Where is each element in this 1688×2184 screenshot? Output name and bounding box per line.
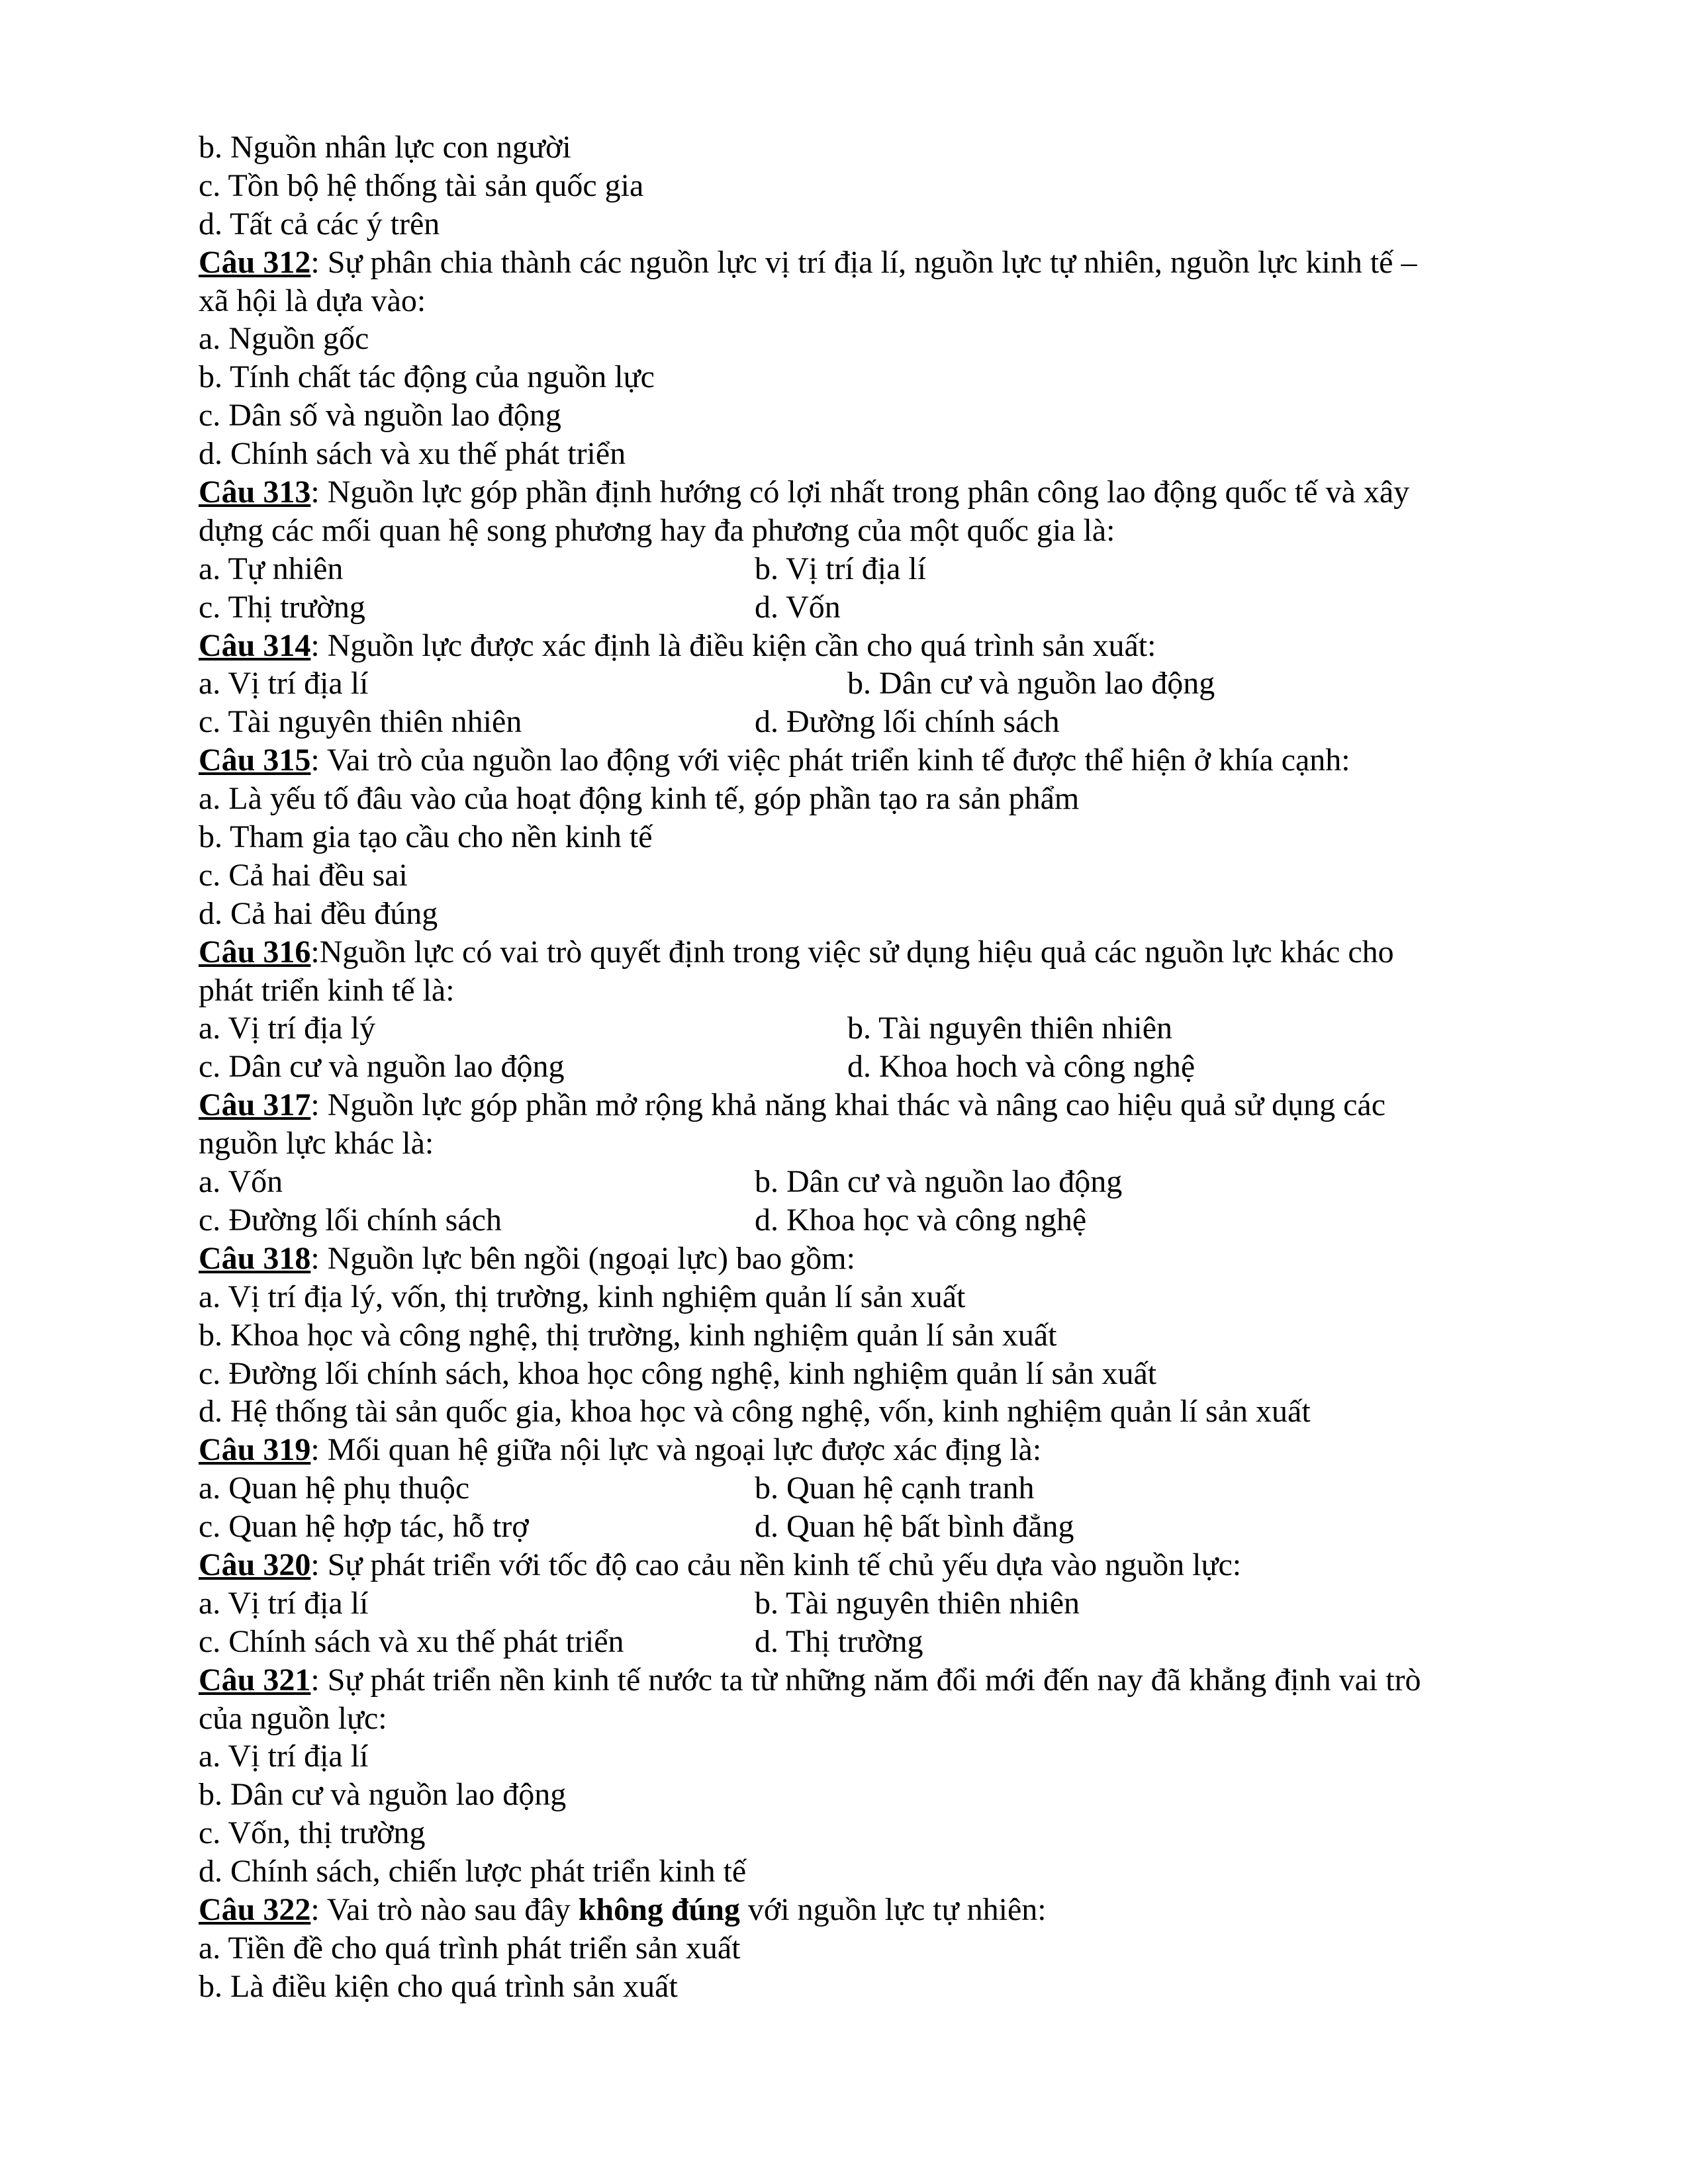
- answer-row: [199, 588, 1523, 627]
- answer-option: c. Đường lối chính sách: [199, 1202, 502, 1238]
- question-319: [199, 1431, 1523, 1469]
- question-text: :Nguồn lực có vai trò quyết định trong việc sử dụng hiệu quả các nguồn lực khác cho: [310, 934, 1394, 970]
- question-text: : Nguồn lực góp phần định hướng có lợi nhất trong phân công lao động quốc tế và xây: [310, 475, 1410, 510]
- answer-option: d. Đường lối chính sách: [755, 704, 1060, 740]
- answer-option: c. Dân số và nguồn lao động: [199, 398, 561, 433]
- answer-option: b. Dân cư và nguồn lao động: [847, 666, 1215, 702]
- question-text: : Sự phát triển nền kinh tế nước ta từ những năm đổi mới đến nay đã khẳng định vai trò: [310, 1662, 1421, 1698]
- answer-option: a. Nguồn gốc: [199, 321, 369, 357]
- answer-option: a. Vốn: [199, 1164, 283, 1200]
- answer-row: [199, 1508, 1523, 1546]
- answer-row: [199, 664, 1523, 703]
- answer-option: d. Cả hai đều đúng: [199, 895, 438, 931]
- question-text: : Nguồn lực được xác định là điều kiện cần cho quá trình sản xuất:: [310, 627, 1156, 663]
- answer-option: a. Vị trí địa lý: [199, 1011, 376, 1046]
- answer-option: d. Thị trường: [755, 1623, 923, 1659]
- answer-option: b. Dân cư và nguồn lao động: [199, 1777, 567, 1813]
- question-text: với nguồn lực tự nhiên:: [739, 1891, 1047, 1927]
- question-number: Câu 316: [199, 934, 311, 970]
- question-number: Câu 312: [199, 244, 311, 280]
- answer-option: c. Thị trường: [199, 589, 365, 625]
- answer-row: [199, 550, 1523, 588]
- answer-option: a. Tự nhiên: [199, 551, 344, 586]
- answer-row: [199, 703, 1523, 741]
- answer-option: d. Hệ thống tài sản quốc gia, khoa học và công nghệ, vốn, kinh nghiệm quản lí sản xuất: [199, 1394, 1311, 1430]
- question-number: Câu 320: [199, 1547, 311, 1582]
- answer-option: a. Tiền đề cho quá trình phát triển sản xuất: [199, 1930, 741, 1966]
- answer-row: [199, 1009, 1523, 1048]
- answer-row: [199, 1201, 1523, 1240]
- question-316: [199, 933, 1523, 972]
- answer-row: [199, 1584, 1523, 1623]
- question-text: : Nguồn lực bên ngồi (ngoại lực) bao gồm:: [310, 1240, 855, 1276]
- answer-row: [199, 1163, 1523, 1201]
- question-321: [199, 1661, 1523, 1700]
- answer-option: c. Vốn, thị trường: [199, 1815, 426, 1851]
- document-page: [199, 128, 1523, 2006]
- question-text: : Nguồn lực góp phần mở rộng khả năng khai thác và nâng cao hiệu quả sử dụng các: [310, 1087, 1385, 1123]
- answer-option: d. Tất cả các ý trên: [199, 206, 440, 242]
- question-number: Câu 319: [199, 1432, 311, 1468]
- answer-option: b. Khoa học và công nghệ, thị trường, kinh nghiệm quản lí sản xuất: [199, 1317, 1057, 1353]
- answer-option: d. Quan hệ bất bình đẳng: [755, 1509, 1074, 1545]
- answer-option: d. Chính sách, chiến lược phát triển kinh tế: [199, 1854, 747, 1889]
- answer-option: d. Khoa hoch và công nghệ: [847, 1049, 1196, 1085]
- answer-option: a. Quan hệ phụ thuộc: [199, 1471, 470, 1506]
- question-number: Câu 315: [199, 743, 311, 778]
- question-text-cont: phát triển kinh tế là:: [199, 972, 455, 1008]
- answer-option: b. Vị trí địa lí: [755, 551, 927, 586]
- answer-option: c. Cả hai đều sai: [199, 857, 408, 893]
- answer-option: c. Tài nguyên thiên nhiên: [199, 704, 522, 740]
- question-text-cont: nguồn lực khác là:: [199, 1126, 434, 1161]
- question-320: [199, 1546, 1523, 1584]
- question-text: : Sự phát triển với tốc độ cao cảu nền kinh tế chủ yếu dựa vào nguồn lực:: [310, 1547, 1242, 1582]
- answer-option: b. Quan hệ cạnh tranh: [755, 1471, 1035, 1506]
- question-313: [199, 473, 1523, 512]
- question-number: Câu 313: [199, 475, 311, 510]
- question-number: Câu 322: [199, 1891, 311, 1927]
- answer-option: b. Tính chất tác động của nguồn lực: [199, 359, 655, 395]
- answer-option: b. Tài nguyên thiên nhiên: [755, 1585, 1080, 1621]
- answer-option: a. Vị trí địa lý, vốn, thị trường, kinh nghiệm quản lí sản xuất: [199, 1279, 966, 1314]
- question-text: : Mối quan hệ giữa nội lực và ngoại lực được xác địng là:: [310, 1432, 1042, 1468]
- answer-option: a. Vị trí địa lí: [199, 1585, 369, 1621]
- question-318: [199, 1240, 1523, 1278]
- question-text: : Vai trò của nguồn lao động với việc phát triển kinh tế được thể hiện ở khía cạnh:: [310, 743, 1350, 778]
- question-text: : Vai trò nào sau đây: [310, 1891, 579, 1927]
- answer-option: b. Nguồn nhân lực con người: [199, 130, 571, 165]
- answer-option: b. Dân cư và nguồn lao động: [755, 1164, 1123, 1200]
- question-number: Câu 321: [199, 1662, 311, 1698]
- question-315: [199, 741, 1523, 780]
- question-text-cont: xã hội là dựa vào:: [199, 283, 426, 318]
- answer-row: [199, 1623, 1523, 1661]
- answer-option: b. Là điều kiện cho quá trình sản xuất: [199, 1968, 678, 2004]
- answer-option: c. Quan hệ hợp tác, hỗ trợ: [199, 1509, 529, 1545]
- answer-option: c. Chính sách và xu thế phát triển: [199, 1623, 624, 1659]
- question-322: [199, 1891, 1523, 1929]
- answer-row: [199, 1048, 1523, 1086]
- answer-option: b. Tham gia tạo cầu cho nền kinh tế: [199, 819, 653, 855]
- question-text: : Sự phân chia thành các nguồn lực vị trí địa lí, nguồn lực tự nhiên, nguồn lực kinh tế –: [310, 244, 1417, 280]
- question-number: Câu 314: [199, 627, 311, 663]
- answer-option: a. Vị trí địa lí: [199, 1739, 369, 1774]
- answer-option: c. Tồn bộ hệ thống tài sản quốc gia: [199, 167, 644, 203]
- answer-option: d. Chính sách và xu thế phát triển: [199, 436, 626, 472]
- question-emphasis: không đúng: [578, 1891, 740, 1927]
- answer-option: a. Là yếu tố đâu vào của hoạt động kinh tế, góp phần tạo ra sản phẩm: [199, 781, 1080, 817]
- answer-option: d. Vốn: [755, 589, 841, 625]
- answer-option: c. Dân cư và nguồn lao động: [199, 1049, 565, 1085]
- answer-option: a. Vị trí địa lí: [199, 666, 369, 702]
- question-text-cont: của nguồn lực:: [199, 1700, 387, 1736]
- question-number: Câu 317: [199, 1087, 311, 1123]
- question-317: [199, 1086, 1523, 1124]
- answer-row: [199, 1469, 1523, 1508]
- answer-option: b. Tài nguyên thiên nhiên: [847, 1011, 1173, 1046]
- answer-option: d. Khoa học và công nghệ: [755, 1202, 1087, 1238]
- question-text-cont: dựng các mối quan hệ song phương hay đa phương của một quốc gia là:: [199, 512, 1115, 548]
- question-number: Câu 318: [199, 1240, 311, 1276]
- question-312: [199, 244, 1523, 282]
- answer-option: c. Đường lối chính sách, khoa học công nghệ, kinh nghiệm quản lí sản xuất: [199, 1355, 1157, 1391]
- question-314: [199, 627, 1523, 665]
